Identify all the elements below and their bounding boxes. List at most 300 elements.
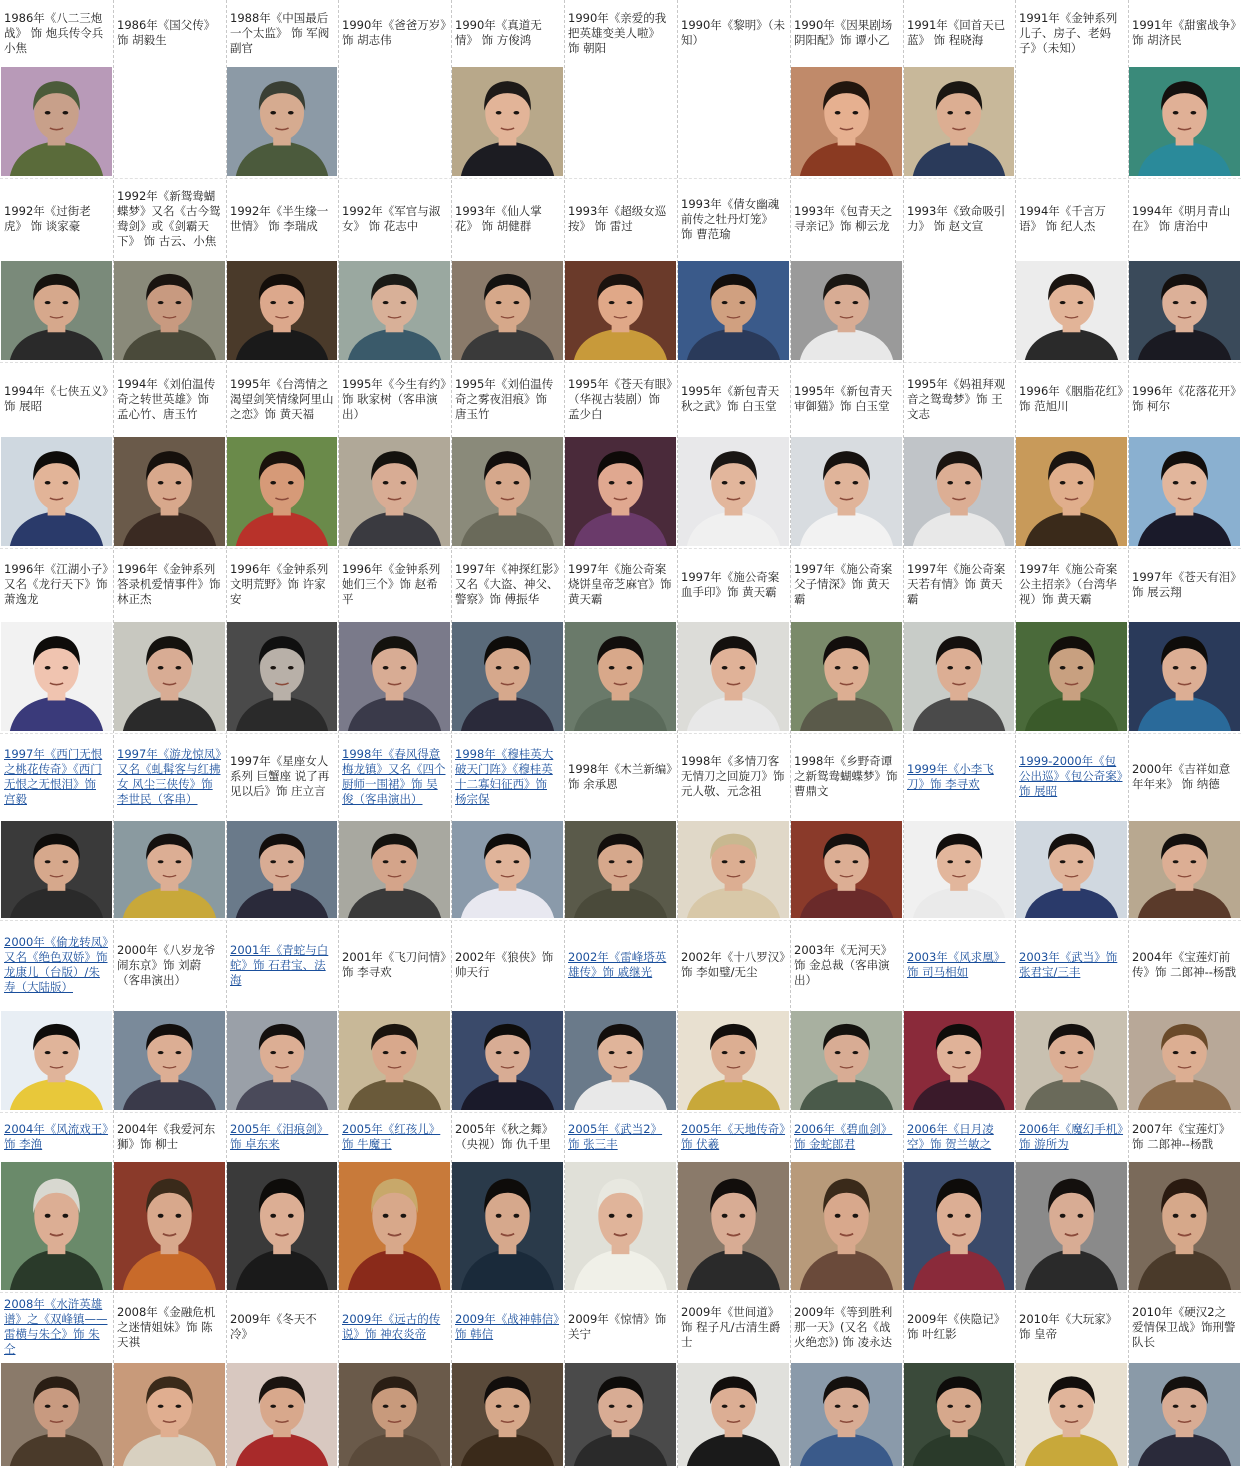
portrait-illustration	[339, 1363, 450, 1466]
portrait-eye-right	[288, 666, 294, 669]
role-caption-text: 1996年《花落花开》饰 柯尔	[1132, 384, 1237, 413]
role-caption	[677, 920, 790, 1010]
role-photo	[1129, 437, 1240, 546]
role-caption-text: 2010年《大玩家》饰 皇帝	[1019, 1312, 1118, 1341]
portrait-illustration	[1129, 1011, 1240, 1110]
portrait-eye-right	[965, 860, 971, 863]
portrait-illustration	[227, 821, 337, 918]
role-photo	[1129, 1162, 1240, 1290]
portrait-illustration	[452, 622, 563, 731]
portrait-eye-left	[496, 111, 502, 114]
role-caption	[226, 178, 338, 260]
role-caption-text[interactable]: 1997年《游龙惊凤》又名《虬髯客与红拂女 风尘三侠传》饰 李世民（客串）	[117, 746, 222, 806]
column-divider	[451, 0, 452, 1468]
role-photo	[904, 622, 1014, 731]
portrait-eye-right	[1077, 1405, 1083, 1408]
role-caption	[113, 548, 226, 621]
column-divider	[790, 0, 791, 1468]
column-divider	[226, 0, 227, 1468]
portrait-eye-right	[62, 860, 68, 863]
column-divider	[1015, 0, 1016, 1468]
portrait-illustration	[565, 261, 676, 360]
portrait-eye-left	[609, 666, 615, 669]
role-caption	[451, 548, 564, 621]
portrait-eye-left	[1060, 301, 1066, 304]
role-caption[interactable]	[338, 1112, 451, 1161]
role-caption-text[interactable]: 2005年《红孩儿》饰 牛魔王	[342, 1121, 441, 1151]
role-caption	[338, 548, 451, 621]
portrait-eye-right	[965, 1405, 971, 1408]
role-caption-text: 1994年《刘伯温传奇之转世英雄》饰 孟心竹、唐玉竹	[117, 376, 216, 421]
portrait-eye-right	[513, 481, 519, 484]
role-caption	[338, 362, 451, 436]
role-caption[interactable]	[338, 733, 451, 820]
portrait-illustration	[791, 261, 902, 360]
role-photo	[904, 437, 1014, 546]
role-caption[interactable]	[1015, 733, 1128, 820]
role-caption	[113, 0, 226, 66]
role-photo	[904, 67, 1014, 176]
portrait-eye-right	[965, 481, 971, 484]
portrait-eye-right	[513, 1051, 519, 1054]
portrait-eye-left	[158, 1051, 164, 1054]
role-caption	[677, 733, 790, 820]
portrait-eye-left	[609, 1214, 615, 1218]
role-caption-text: 1998年《乡野奇谭之新鸳鸯蝴蝶梦》饰 曹鼎文	[794, 754, 898, 798]
role-caption-text: 2003年《无河天》饰 金总裁（客串演出）	[794, 942, 893, 987]
role-photo	[227, 622, 337, 731]
portrait-illustration	[339, 622, 450, 731]
role-caption	[1015, 0, 1128, 66]
role-photo	[565, 622, 676, 731]
portrait-eye-right	[626, 666, 632, 669]
portrait-illustration	[1129, 261, 1240, 360]
role-caption-text: 2004年《我爱河东狮》饰 柳士	[117, 1121, 216, 1151]
portrait-illustration	[678, 1162, 789, 1290]
portrait-eye-right	[739, 860, 745, 863]
portrait-eye-right	[513, 1214, 519, 1218]
role-caption	[677, 178, 790, 260]
role-caption-text[interactable]: 1998年《穆桂英大破天门阵》《穆桂英十二寡妇征西》饰 杨宗保	[455, 746, 554, 806]
portrait-eye-left	[496, 860, 502, 863]
role-caption-text: 1991年《甜蜜战争》饰 胡济民	[1132, 18, 1237, 47]
role-photo	[114, 1162, 225, 1290]
role-caption-text[interactable]: 2006年《碧血剑》饰 金蛇郎君	[794, 1121, 893, 1151]
portrait-eye-right	[288, 111, 294, 114]
portrait-eye-left	[45, 1214, 51, 1218]
role-photo	[678, 261, 789, 360]
portrait-eye-right	[513, 1405, 519, 1408]
role-caption	[226, 1292, 338, 1362]
role-caption-text[interactable]: 2009年《战神韩信》饰 韩信	[455, 1312, 560, 1341]
portrait-eye-right	[852, 666, 858, 669]
role-caption[interactable]	[564, 1112, 677, 1161]
portrait-eye-right	[400, 666, 406, 669]
role-caption	[1128, 920, 1241, 1010]
portrait-eye-left	[835, 1405, 841, 1408]
portrait-eye-left	[722, 666, 728, 669]
portrait-illustration	[452, 1363, 563, 1466]
role-photo	[791, 261, 902, 360]
role-caption	[677, 362, 790, 436]
role-caption	[338, 0, 451, 66]
portrait-illustration	[678, 622, 789, 731]
portrait-illustration	[227, 1162, 337, 1290]
portrait-illustration	[791, 67, 902, 176]
role-caption	[564, 0, 677, 66]
role-caption-text: 2002年《狼侠》饰 帅天行	[455, 950, 554, 979]
role-caption-text[interactable]: 2006年《魔幻手机》饰 游所为	[1019, 1121, 1124, 1151]
portrait-eye-left	[158, 481, 164, 484]
portrait-illustration	[1016, 1363, 1127, 1466]
role-caption	[564, 362, 677, 436]
role-caption-text: 1997年《苍天有泪》饰 展云翔	[1132, 569, 1237, 599]
role-caption-text: 1995年《刘伯温传奇之雾夜泪痕》饰 唐玉竹	[455, 376, 554, 421]
role-photo	[452, 1011, 563, 1110]
role-caption-text[interactable]: 2008年《水浒英雄谱》之《双峰镇——雷横与朱仝》饰 朱仝	[4, 1297, 108, 1356]
role-caption-text: 2009年《惊情》饰 关宁	[568, 1312, 667, 1341]
role-caption[interactable]	[0, 920, 113, 1010]
portrait-illustration	[1016, 821, 1127, 918]
portrait-eye-left	[1060, 1214, 1066, 1218]
role-photo	[678, 1363, 789, 1466]
portrait-eye-right	[626, 860, 632, 863]
portrait-eye-right	[626, 301, 632, 304]
role-caption-text[interactable]: 1997年《西门无恨之桃花传奇》《西门无恨之无恨泪》饰 宫毅	[4, 746, 103, 806]
portrait-eye-right	[1077, 481, 1083, 484]
role-photo	[904, 1162, 1014, 1290]
portrait-illustration	[452, 261, 563, 360]
portrait-eye-right	[739, 666, 745, 669]
role-photo	[565, 821, 676, 918]
portrait-illustration	[904, 622, 1014, 731]
role-photo	[227, 437, 337, 546]
role-photo	[452, 1162, 563, 1290]
portrait-eye-left	[835, 301, 841, 304]
portrait-illustration	[1129, 437, 1240, 546]
role-caption-text[interactable]: 2000年《偷龙转凤》又名《绝色双娇》饰龙康儿（台版）/朱寿（大陆版）	[4, 935, 109, 994]
portrait-eye-right	[965, 111, 971, 114]
role-caption[interactable]	[903, 1112, 1015, 1161]
role-caption-text: 2008年《金融危机之迷情姐妹》饰 陈天祺	[117, 1304, 216, 1349]
role-caption-text[interactable]: 2009年《远古的传说》饰 神农炎帝	[342, 1312, 441, 1341]
role-caption	[677, 548, 790, 621]
role-photo	[1, 437, 112, 546]
role-caption-text: 1992年《过街老虎》 饰 谈家豪	[4, 204, 91, 233]
portrait-eye-left	[383, 1405, 389, 1408]
role-caption-text: 2009年《等到胜利那一天》(又名《战火绝恋》) 饰 凌永达	[794, 1304, 893, 1349]
role-caption-text: 1996年《金钟系列 文明荒野》饰 许家安	[230, 562, 329, 606]
role-caption-text[interactable]: 1999-2000年《包公出巡》《包公奇案》饰 展昭	[1019, 754, 1123, 798]
role-caption-text: 1995年《苍天有眼》（华视古装剧）饰 孟少白	[568, 376, 673, 421]
portrait-illustration	[339, 1162, 450, 1290]
role-caption[interactable]	[338, 1292, 451, 1362]
role-caption	[790, 920, 903, 1010]
portrait-eye-left	[1060, 1051, 1066, 1054]
role-caption[interactable]	[677, 1112, 790, 1161]
role-photo	[565, 1162, 676, 1290]
portrait-eye-left	[722, 301, 728, 304]
role-photo	[114, 821, 225, 918]
role-caption[interactable]	[0, 1292, 113, 1362]
portrait-eye-right	[852, 860, 858, 863]
role-caption	[790, 0, 903, 66]
role-caption	[903, 1292, 1015, 1362]
role-caption-text[interactable]: 1998年《春风得意梅龙镇》又名《四个厨师一围裙》饰 吴俊（客串演出）	[342, 746, 446, 806]
role-photo	[114, 261, 225, 360]
role-caption-text: 1993年《致命吸引力》 饰 赵文宣	[907, 204, 1006, 233]
portrait-illustration	[114, 1162, 225, 1290]
role-caption	[226, 548, 338, 621]
portrait-illustration	[1129, 1162, 1240, 1290]
portrait-eye-right	[965, 1214, 971, 1218]
portrait-eye-left	[158, 666, 164, 669]
role-caption-text: 1992年《新鸳鸯蝴蝶梦》又名《古今鸳鸯剑》或《剑霸天下》 饰 古云、小焦	[117, 189, 221, 248]
portrait-illustration	[678, 1011, 789, 1110]
role-caption-text: 2004年《宝莲灯前传》饰 二郎神--杨戬	[1132, 950, 1236, 979]
portrait-eye-left	[496, 666, 502, 669]
role-caption	[1128, 362, 1241, 436]
portrait-illustration	[227, 437, 337, 546]
role-caption-text: 2010年《硬汉2之爱情保卫战》饰刑警队长	[1132, 1304, 1236, 1349]
portrait-eye-left	[383, 1214, 389, 1218]
role-photo	[565, 1363, 676, 1466]
role-caption[interactable]	[903, 733, 1015, 820]
portrait-eye-left	[722, 860, 728, 863]
column-divider	[338, 0, 339, 1468]
role-caption	[1128, 1112, 1241, 1161]
portrait-illustration	[1, 821, 112, 918]
role-caption[interactable]	[1015, 1112, 1128, 1161]
role-caption-text: 1990年《爸爸万岁》饰 胡志伟	[342, 18, 447, 47]
role-caption-text[interactable]: 2005年《武当2》饰 张三丰	[568, 1121, 663, 1151]
portrait-eye-left	[1173, 860, 1179, 863]
portrait-eye-left	[1173, 1214, 1179, 1218]
role-photo	[339, 1162, 450, 1290]
portrait-eye-right	[400, 301, 406, 304]
portrait-illustration	[904, 1162, 1014, 1290]
portrait-eye-left	[1173, 1405, 1179, 1408]
role-caption	[1128, 0, 1241, 66]
portrait-eye-left	[496, 1214, 502, 1218]
portrait-illustration	[565, 622, 676, 731]
role-caption-text[interactable]: 2002年《雷峰塔英雄传》饰 戚继光	[568, 950, 667, 979]
role-caption-text[interactable]: 2005年《天地传奇》饰 伏羲	[681, 1121, 786, 1151]
column-divider	[677, 0, 678, 1468]
role-caption[interactable]	[564, 920, 677, 1010]
portrait-illustration	[227, 1011, 337, 1110]
portrait-eye-right	[852, 1051, 858, 1054]
portrait-eye-right	[513, 301, 519, 304]
role-photo	[227, 261, 337, 360]
portrait-eye-left	[45, 301, 51, 304]
portrait-eye-right	[852, 481, 858, 484]
role-photo	[227, 1162, 337, 1290]
role-photo	[678, 1162, 789, 1290]
role-caption-text: 1991年《金钟系列 儿子、房子、老妈子》（未知）	[1019, 10, 1118, 55]
portrait-eye-left	[1173, 111, 1179, 114]
portrait-illustration	[339, 437, 450, 546]
role-photo	[678, 821, 789, 918]
portrait-eye-right	[852, 1214, 858, 1218]
role-caption	[0, 548, 113, 621]
role-photo	[1, 821, 112, 918]
portrait-eye-left	[383, 666, 389, 669]
role-photo	[1129, 622, 1240, 731]
portrait-illustration	[904, 821, 1014, 918]
role-caption-text: 2005年《秋之舞》（央视）饰 仇千里	[455, 1121, 554, 1151]
portrait-eye-right	[626, 1051, 632, 1054]
row-divider	[0, 362, 1241, 363]
portrait-eye-left	[835, 1214, 841, 1218]
portrait-eye-left	[722, 1214, 728, 1218]
portrait-illustration	[904, 67, 1014, 176]
role-photo	[339, 261, 450, 360]
role-caption	[1128, 733, 1241, 820]
role-caption-text: 1990年《亲爱的我把英雄变美人啦》 饰 朝阳	[568, 10, 667, 55]
role-photo	[565, 1011, 676, 1110]
role-caption-text[interactable]: 2005年《泪痕剑》饰 卓东来	[230, 1121, 329, 1151]
role-caption[interactable]	[451, 733, 564, 820]
role-photo	[114, 1363, 225, 1466]
role-caption	[564, 1292, 677, 1362]
role-photo	[791, 821, 902, 918]
portrait-illustration	[1, 67, 112, 176]
portrait-eye-right	[1190, 481, 1196, 484]
role-caption[interactable]	[0, 733, 113, 820]
role-caption-text: 1990年《因果剧场 阴阳配》饰 谭小乙	[794, 18, 893, 47]
portrait-eye-left	[1060, 666, 1066, 669]
portrait-eye-left	[722, 481, 728, 484]
role-caption	[677, 1292, 790, 1362]
portrait-illustration	[227, 261, 337, 360]
role-caption[interactable]	[226, 920, 338, 1010]
portrait-eye-left	[158, 1214, 164, 1218]
portrait-eye-left	[270, 1051, 276, 1054]
portrait-eye-right	[1077, 860, 1083, 863]
role-caption[interactable]	[226, 1112, 338, 1161]
portrait-illustration	[1016, 437, 1127, 546]
portrait-eye-right	[175, 301, 181, 304]
portrait-eye-left	[158, 1405, 164, 1408]
portrait-eye-left	[270, 481, 276, 484]
role-caption-text: 1994年《七侠五义》饰 展昭	[4, 384, 109, 413]
role-photo	[227, 67, 337, 176]
portrait-eye-left	[835, 111, 841, 114]
role-caption-text[interactable]: 1999年《小李飞刀》饰 李寻欢	[907, 761, 994, 791]
role-caption	[1128, 178, 1241, 260]
role-caption-text[interactable]: 2006年《日月凌空》饰 贺兰敏之	[907, 1121, 994, 1151]
portrait-illustration	[339, 1011, 450, 1110]
role-caption	[1015, 548, 1128, 621]
role-caption	[451, 1112, 564, 1161]
portrait-eye-left	[722, 1051, 728, 1054]
role-caption-text[interactable]: 2003年《风求凰》饰 司马相如	[907, 950, 1006, 979]
portrait-illustration	[1129, 622, 1240, 731]
role-photo	[1, 1363, 112, 1466]
portrait-eye-right	[852, 301, 858, 304]
portrait-eye-right	[626, 1405, 632, 1408]
portrait-eye-left	[1060, 860, 1066, 863]
role-photo	[678, 622, 789, 731]
portrait-illustration	[452, 821, 563, 918]
role-caption	[113, 1292, 226, 1362]
portrait-illustration	[452, 437, 563, 546]
column-divider	[564, 0, 565, 1468]
role-photo	[1016, 622, 1127, 731]
portrait-eye-left	[947, 666, 953, 669]
role-caption	[226, 362, 338, 436]
role-caption	[903, 0, 1015, 66]
role-photo	[791, 1011, 902, 1110]
role-photo-empty	[1016, 67, 1127, 176]
portrait-eye-left	[609, 301, 615, 304]
role-caption-text[interactable]: 2001年《青蛇与白蛇》饰 石君宝、法海	[230, 942, 329, 987]
portrait-illustration	[791, 821, 902, 918]
role-photo	[1, 622, 112, 731]
portrait-eye-left	[609, 1051, 615, 1054]
role-caption-text: 1988年《中国最后一个太监》 饰 军阀副官	[230, 10, 330, 55]
role-caption-text: 1996年《江湖小子》又名《龙行天下》饰 萧逸龙	[4, 562, 109, 606]
role-photo	[339, 622, 450, 731]
role-photo	[339, 1363, 450, 1466]
row-divider	[0, 920, 1241, 921]
role-caption-text: 1992年《军官与淑女》 饰 花志中	[342, 204, 441, 233]
role-caption	[113, 920, 226, 1010]
role-caption-text: 1990年《黎明》（未知）	[681, 18, 786, 47]
role-photo	[114, 437, 225, 546]
portrait-eye-right	[400, 481, 406, 484]
portrait-illustration	[678, 821, 789, 918]
role-photo	[678, 1011, 789, 1110]
portrait-eye-right	[513, 666, 519, 669]
portrait-eye-right	[288, 1214, 294, 1218]
portrait-eye-left	[947, 1214, 953, 1218]
role-caption-text[interactable]: 2003年《武当》饰 张君宝/三丰	[1019, 950, 1118, 979]
portrait-eye-left	[722, 1405, 728, 1408]
portrait-eye-right	[62, 1051, 68, 1054]
portrait-eye-right	[1077, 301, 1083, 304]
role-photo	[1016, 1162, 1127, 1290]
role-caption[interactable]	[790, 1112, 903, 1161]
role-photo	[452, 821, 563, 918]
portrait-illustration	[791, 437, 902, 546]
role-caption[interactable]	[451, 1292, 564, 1362]
role-caption[interactable]	[113, 733, 226, 820]
role-photo	[904, 1363, 1014, 1466]
portrait-eye-right	[175, 1051, 181, 1054]
portrait-eye-left	[496, 481, 502, 484]
role-caption-text: 1990年《真道无情》 饰 方俊鸿	[455, 18, 542, 47]
role-caption[interactable]	[1015, 920, 1128, 1010]
role-caption-text: 1993年《超级女巡按》 饰 雷过	[568, 204, 667, 233]
role-caption[interactable]	[0, 1112, 113, 1161]
role-photo	[565, 437, 676, 546]
portrait-eye-right	[1190, 111, 1196, 114]
portrait-eye-left	[45, 481, 51, 484]
role-photo	[678, 437, 789, 546]
role-photo	[1, 67, 112, 176]
portrait-eye-left	[45, 1051, 51, 1054]
role-caption[interactable]	[903, 920, 1015, 1010]
role-caption-text[interactable]: 2004年《风流戏王》饰 李渔	[4, 1121, 109, 1151]
portrait-illustration	[1016, 261, 1127, 360]
portrait-eye-right	[513, 860, 519, 863]
role-caption	[338, 178, 451, 260]
role-photo-empty	[339, 67, 450, 176]
role-photo	[1129, 261, 1240, 360]
portrait-illustration	[565, 821, 676, 918]
